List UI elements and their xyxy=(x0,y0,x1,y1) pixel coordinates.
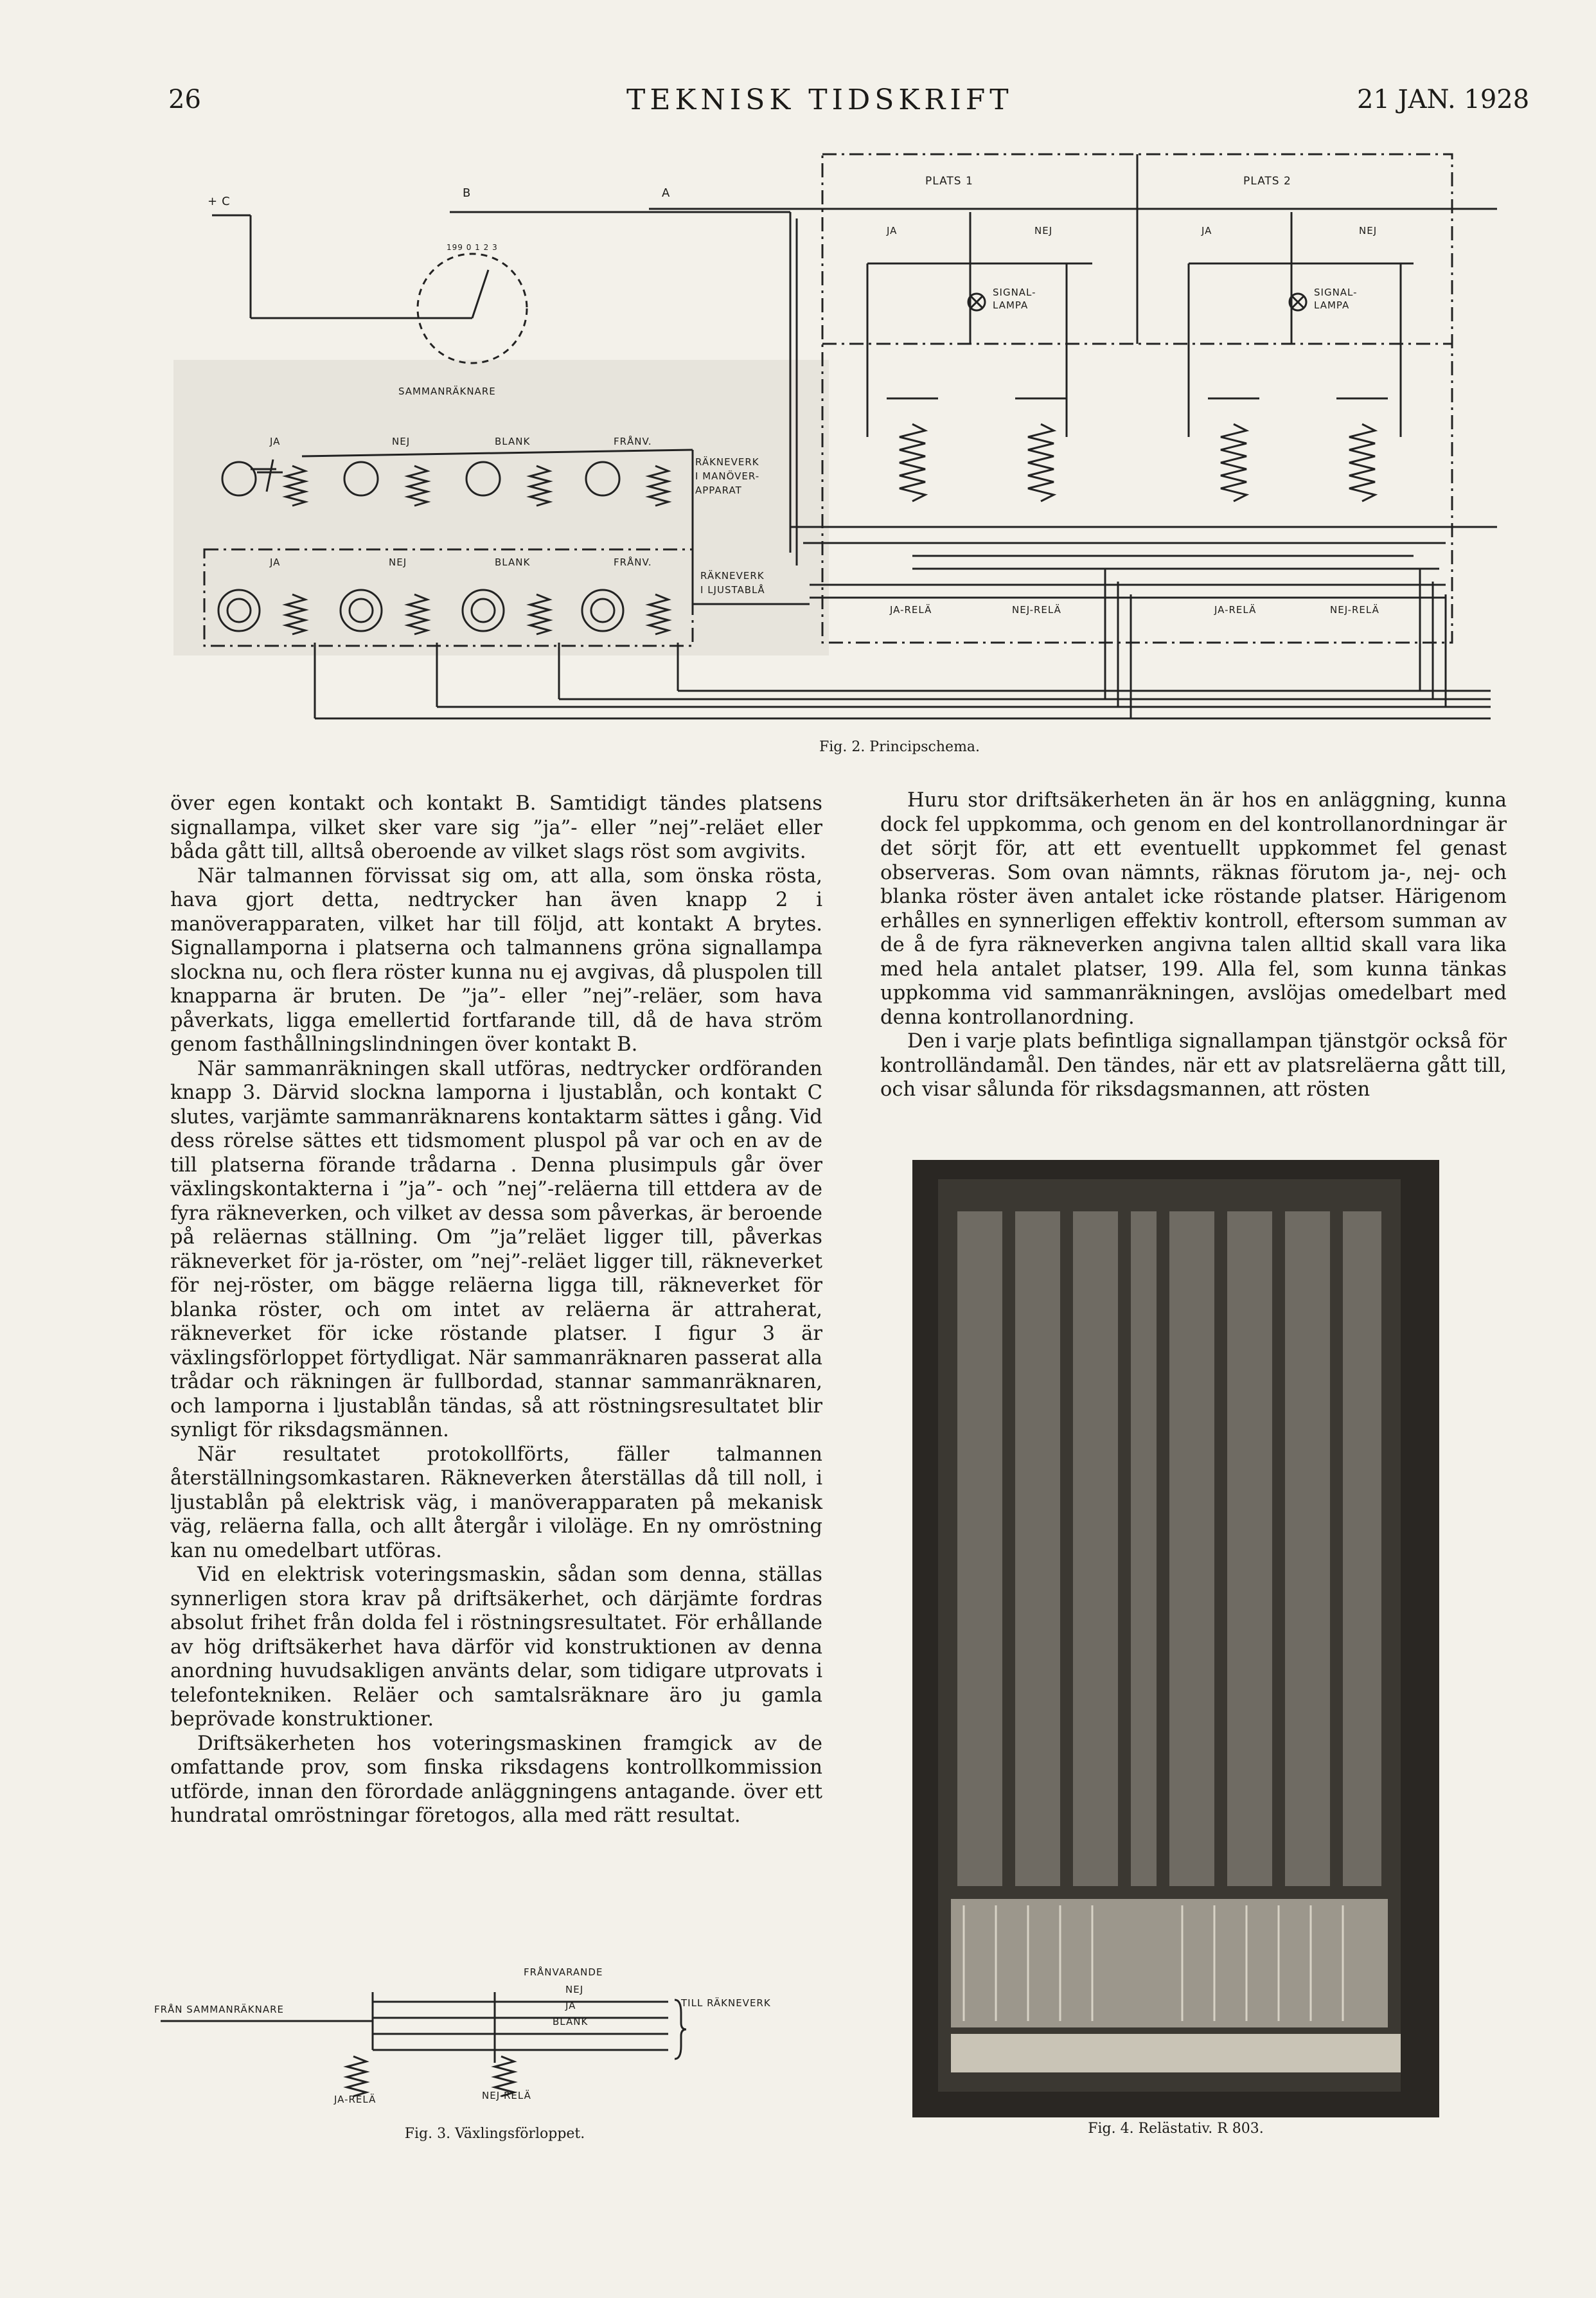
fig3-blank-label: BLANK xyxy=(553,2016,589,2027)
manover-franv-label: FRÅNV. xyxy=(614,436,652,447)
plats2-ja-rela-label: JA-RELÄ xyxy=(1214,604,1257,616)
sammanraknare-label: SAMMANRÄKNARE xyxy=(398,386,496,397)
fig3-nej-rela-label: NEJ-RELÄ xyxy=(482,2090,531,2101)
plats2-ja-label: JA xyxy=(1201,225,1212,236)
left-text-column xyxy=(170,792,822,1828)
plats1-nej-label: NEJ xyxy=(1034,225,1053,236)
manover-ja-label: JA xyxy=(270,436,281,447)
fig3-till-label: TILL RÄKNEVERK xyxy=(681,1997,771,2009)
left-paragraph-5: Vid en elektrisk voteringsmaskin, sådan som denna, ställas synnerligen stora krav på driftsäkerhet, och därjämte fordras absolut frihet från dolda fel i röstningsresultatet. För erhållande av hög driftsäkerhet hava därför vid konstruktionen av denna anordning huvudsakligen använts delar, som tidigare utprovats i telefontekniken. Reläer och samtalsräknare äro ju gamla beprövade konstruktioner. xyxy=(170,1563,822,1731)
plats1-ja-rela-label: JA-RELÄ xyxy=(890,604,932,616)
relay-rack-photo xyxy=(912,1160,1439,2117)
ljus-nej-label: NEJ xyxy=(389,557,407,568)
fig3-ja-label: JA xyxy=(565,2000,576,2011)
journal-title: TEKNISK TIDSKRIFT xyxy=(626,84,1013,116)
fig3-fran-label: FRÅN SAMMANRÄKNARE xyxy=(154,2004,285,2015)
right-paragraph-1: Huru stor driftsäkerheten än är hos en anläggning, kunna dock fel uppkomma, och genom en del kontrollanordningar är det sörjt för, att ett eventuellt uppkommet fel genast observeras. Som ovan nämnts, räknas förutom ja-, nej- och blanka röster även antalet icke röstande platser. Härigenom erhålles en synnerligen effektiv kontroll, eftersom summan av de å de fyra räkneverken angivna talen alltid skall vara lika med hela antalet platser, 199. Alla fel, som kunna tänkas uppkomma vid sammanräkningen, avslöjas omedelbart med denna kontrollanordning. xyxy=(880,789,1507,1029)
plats2-nej-label: NEJ xyxy=(1359,225,1378,236)
switching-diagram xyxy=(154,1966,861,2127)
fig2-caption: Fig. 2. Principschema. xyxy=(819,739,980,755)
manover-blank-label: BLANK xyxy=(495,436,531,447)
right-text-column xyxy=(880,788,1507,1102)
fig3-nej-label: NEJ xyxy=(565,1984,584,1995)
fig3-caption: Fig. 3. Växlingsförloppet. xyxy=(404,2126,585,2142)
fig3-franvarande-label: FRÅNVARANDE xyxy=(524,1966,603,1978)
plats1-nej-rela-label: NEJ-RELÄ xyxy=(1012,604,1061,616)
contact-b-label: B xyxy=(463,186,472,200)
ljus-blank-label: BLANK xyxy=(495,557,531,568)
left-paragraph-2: När talmannen förvissat sig om, att alla, som önska rösta, hava gjort detta, nedtrycker han även knapp 2 i manöverapparaten, vilket har till följd, att kontakt A brytes. Signallamporna i platserna och talmannens gröna signallampa slockna nu, och flera röster kunna nu ej avgivas, då pluspolen till knapparna är bruten. De ”ja”- eller ”nej”-reläer, som hava påverkats, ligga emellertid fortfarande till, då de hava ström genom fasthållningslindningen över kontakt B. xyxy=(170,864,822,1056)
left-paragraph-4: När resultatet protokollförts, fäller talmannen återställningsomkastaren. Räkneverken återställas då till noll, i ljustablån på elektrisk väg, i manöverapparaten på mekanisk väg, reläerna falla, och allt återgår i viloläge. En ny omröstning kan nu omedelbart utföras. xyxy=(170,1443,822,1562)
rakneverk-manover-label: RÄKNEVERK I MANÖVER- APPARAT xyxy=(695,456,760,496)
signal-lamp-1-label: SIGNAL- LAMPA xyxy=(993,287,1036,311)
rakneverk-ljustabla-label: RÄKNEVERK I LJUSTABLÅ xyxy=(700,570,765,596)
principle-schematic xyxy=(0,0,1596,758)
plats1-ja-label: JA xyxy=(887,225,898,236)
left-paragraph-1: över egen kontakt och kontakt B. Samtidigt tändes platsens signallampa, vilket sker vare sig ”ja”- eller ”nej”-reläet eller båda gått till, alltså oberoende av vilket slags röst som avgivits. xyxy=(170,792,822,863)
ljus-ja-label: JA xyxy=(270,557,281,568)
fig4-caption: Fig. 4. Relästativ. R 803. xyxy=(1088,2121,1264,2137)
contact-c-label: + C xyxy=(208,195,231,208)
signal-lamp-2-label: SIGNAL- LAMPA xyxy=(1314,287,1358,311)
right-paragraph-2: Den i varje plats befintliga signallampan tjänstgör också för kontrolländamål. Den tändes, när ett av platsreläerna gått till, och visar sålunda för riksdagsmannen, att rösten xyxy=(880,1030,1507,1101)
left-paragraph-3: När sammanräkningen skall utföras, nedtrycker ordföranden knapp 3. Därvid slockna lamporna i ljustablån, och kontakt C slutes, varjämte sammanräknarens kontaktarm sättes i gång. Vid dess rörelse sättes ett tidsmoment pluspol på var och en av de till platserna förande trådarna . Denna plusimpuls går över växlingskontakterna i ”ja”- och ”nej”-reläerna till ettdera av de fyra räkneverken, och vilket av dessa som påverkas, är beroende på reläernas ställning. Om ”ja”reläet ligger till, påverkas räkneverket för ja-röster, om ”nej”-reläet ligger till, räkneverket för nej-röster, om bägge reläerna ligga till, räkneverket för blanka röster, och om intet av reläerna är attraherat, räkneverket för icke röstande platser. I figur 3 är växlingsförloppet förtydligat. När sammanräknaren passerat alla trådar och räkningen är fullbordad, stannar sammanräknaren, och lamporna i ljustablån tändas, så att röstningsresultatet blir synligt för riksdagsmännen. xyxy=(170,1057,822,1441)
ljus-franv-label: FRÅNV. xyxy=(614,557,652,568)
manover-nej-label: NEJ xyxy=(392,436,411,447)
plats2-nej-rela-label: NEJ-RELÄ xyxy=(1330,604,1379,616)
contact-a-label: A xyxy=(662,186,671,200)
dial-numbers: 199 0 1 2 3 xyxy=(447,243,498,252)
page-number: 26 xyxy=(168,85,201,114)
left-paragraph-6: Driftsäkerheten hos voteringsmaskinen framgick av de omfattande prov, som finska riksdagens kontrollkommission utförde, innan den förordade anläggningens antagande. över ett hundratal omröstningar företogos, alla med rätt resultat. xyxy=(170,1732,822,1827)
issue-date: 21 JAN. 1928 xyxy=(1357,85,1530,114)
fig3-ja-rela-label: JA-RELÄ xyxy=(334,2094,377,2105)
plats-2-label: PLATS 2 xyxy=(1243,175,1291,188)
plats-1-label: PLATS 1 xyxy=(925,175,973,188)
